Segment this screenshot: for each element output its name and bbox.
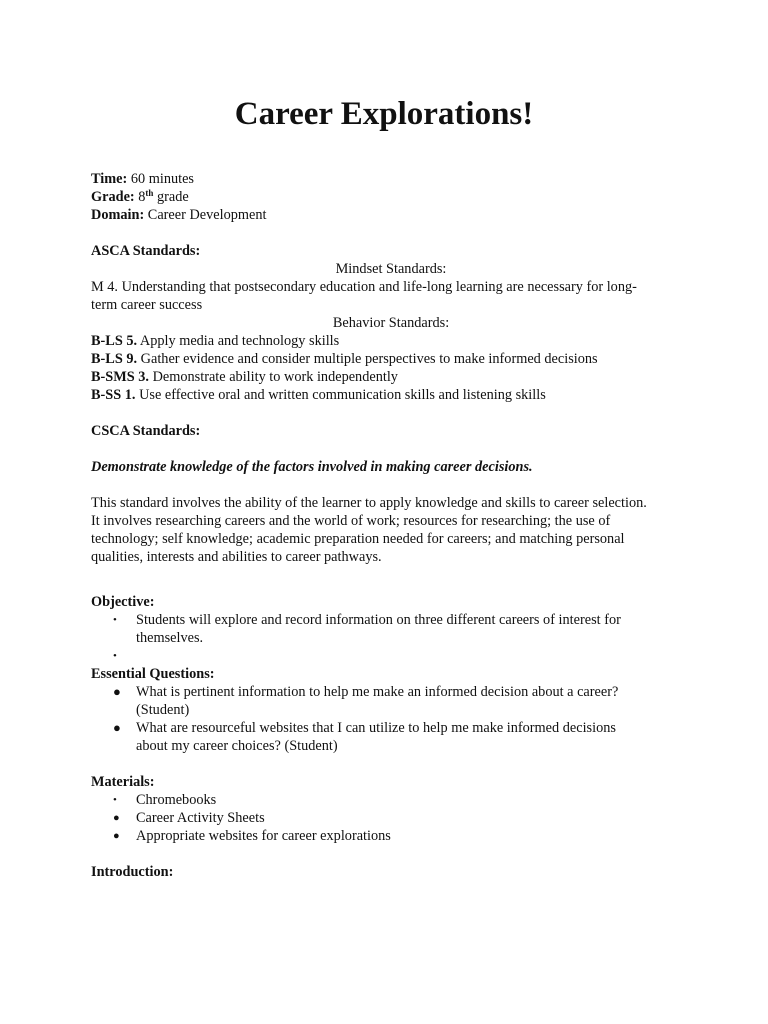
list-item-text: Career Activity Sheets (136, 810, 265, 826)
behavior-text: Gather evidence and consider multiple perspectives to make informed decisions (137, 351, 598, 367)
bullet-icon: ● (113, 830, 120, 842)
csca-paragraph-line: qualities, interests and abilities to career pathways. (91, 549, 382, 565)
behavior-standard (91, 386, 691, 404)
list-item-text: (Student) (136, 702, 190, 718)
introduction-heading: Introduction: (91, 864, 174, 880)
time-line (91, 170, 691, 188)
list-item-text: about my career choices? (Student) (136, 738, 338, 754)
m4-line-2: term career success (91, 297, 203, 313)
behavior-standard (91, 350, 691, 368)
materials-heading: Materials: (91, 774, 155, 790)
behavior-text: Apply media and technology skills (137, 333, 340, 349)
spacer (91, 476, 691, 494)
behavior-standard (91, 332, 691, 350)
csca-paragraph-line: technology; self knowledge; academic preparation needed for careers; and matching personal (91, 531, 625, 547)
csca-heading: CSCA Standards: (91, 423, 201, 439)
list-item-continuation (91, 701, 691, 719)
list-item (91, 611, 691, 629)
list-item (91, 791, 691, 809)
grade-suffix: grade (153, 189, 189, 205)
behavior-code: B-LS 9. (91, 351, 138, 367)
objective-list (91, 611, 691, 665)
domain-line (91, 206, 691, 224)
list-item-continuation (91, 629, 691, 647)
spacer (91, 845, 691, 863)
domain-label: Domain: (91, 207, 145, 223)
bullet-icon: ● (113, 720, 121, 735)
csca-paragraph-line: It involves researching careers and the world of work; resources for researching; the use of (91, 513, 611, 529)
behavior-code: B-SS 1. (91, 387, 136, 403)
behavior-text: Demonstrate ability to work independently (149, 369, 398, 385)
spacer (91, 404, 691, 422)
spacer (91, 755, 691, 773)
list-item (91, 827, 691, 845)
list-item-text: Appropriate websites for career explorations (136, 828, 391, 844)
bullet-icon: ● (113, 812, 120, 824)
csca-statement: Demonstrate knowledge of the factors involved in making career decisions. (91, 459, 533, 475)
grade-label: Grade: (91, 189, 135, 205)
spacer (91, 224, 691, 242)
behavior-text: Use effective oral and written communication skills and listening skills (135, 387, 546, 403)
list-item-continuation (91, 737, 691, 755)
list-item (91, 809, 691, 827)
bullet-icon: • (113, 794, 117, 806)
spacer (91, 566, 691, 593)
objective-heading: Objective: (91, 594, 155, 610)
grade-line (91, 188, 691, 206)
m4-line-1: M 4. Understanding that postsecondary education and life-long learning are necessary for long- (91, 279, 637, 295)
bullet-icon: ● (113, 684, 121, 699)
spacer (91, 440, 691, 458)
bullet-icon: • (113, 614, 117, 626)
csca-paragraph-line: This standard involves the ability of the learner to apply knowledge and skills to career selection. (91, 495, 647, 511)
document-title: Career Explorations! (234, 96, 534, 132)
list-item-text: Chromebooks (136, 792, 217, 808)
list-item-text: themselves. (136, 630, 204, 646)
list-item-text: What is pertinent information to help me make an informed decision about a career? (136, 684, 619, 700)
essential-questions-heading: Essential Questions: (91, 666, 215, 682)
list-item (91, 683, 691, 701)
list-item-text: Students will explore and record information on three different careers of interest for (136, 612, 621, 628)
list-item-empty (91, 647, 691, 665)
bullet-icon: • (113, 650, 117, 662)
asca-heading: ASCA Standards: (91, 243, 201, 259)
time-value: 60 minutes (127, 171, 194, 187)
document-body (91, 170, 691, 881)
grade-superscript: th (145, 188, 154, 198)
behavior-heading: Behavior Standards: (332, 315, 450, 331)
mindset-heading: Mindset Standards: (335, 261, 447, 277)
time-label: Time: (91, 171, 128, 187)
domain-value: Career Development (144, 207, 267, 223)
list-item (91, 719, 691, 737)
materials-list (91, 791, 691, 845)
grade-number: 8 (134, 189, 146, 205)
behavior-code: B-SMS 3. (91, 369, 149, 385)
list-item-text: What are resourceful websites that I can utilize to help me make informed decisions (136, 720, 616, 736)
essential-questions-list (91, 683, 691, 755)
behavior-code: B-LS 5. (91, 333, 138, 349)
behavior-standard (91, 368, 691, 386)
